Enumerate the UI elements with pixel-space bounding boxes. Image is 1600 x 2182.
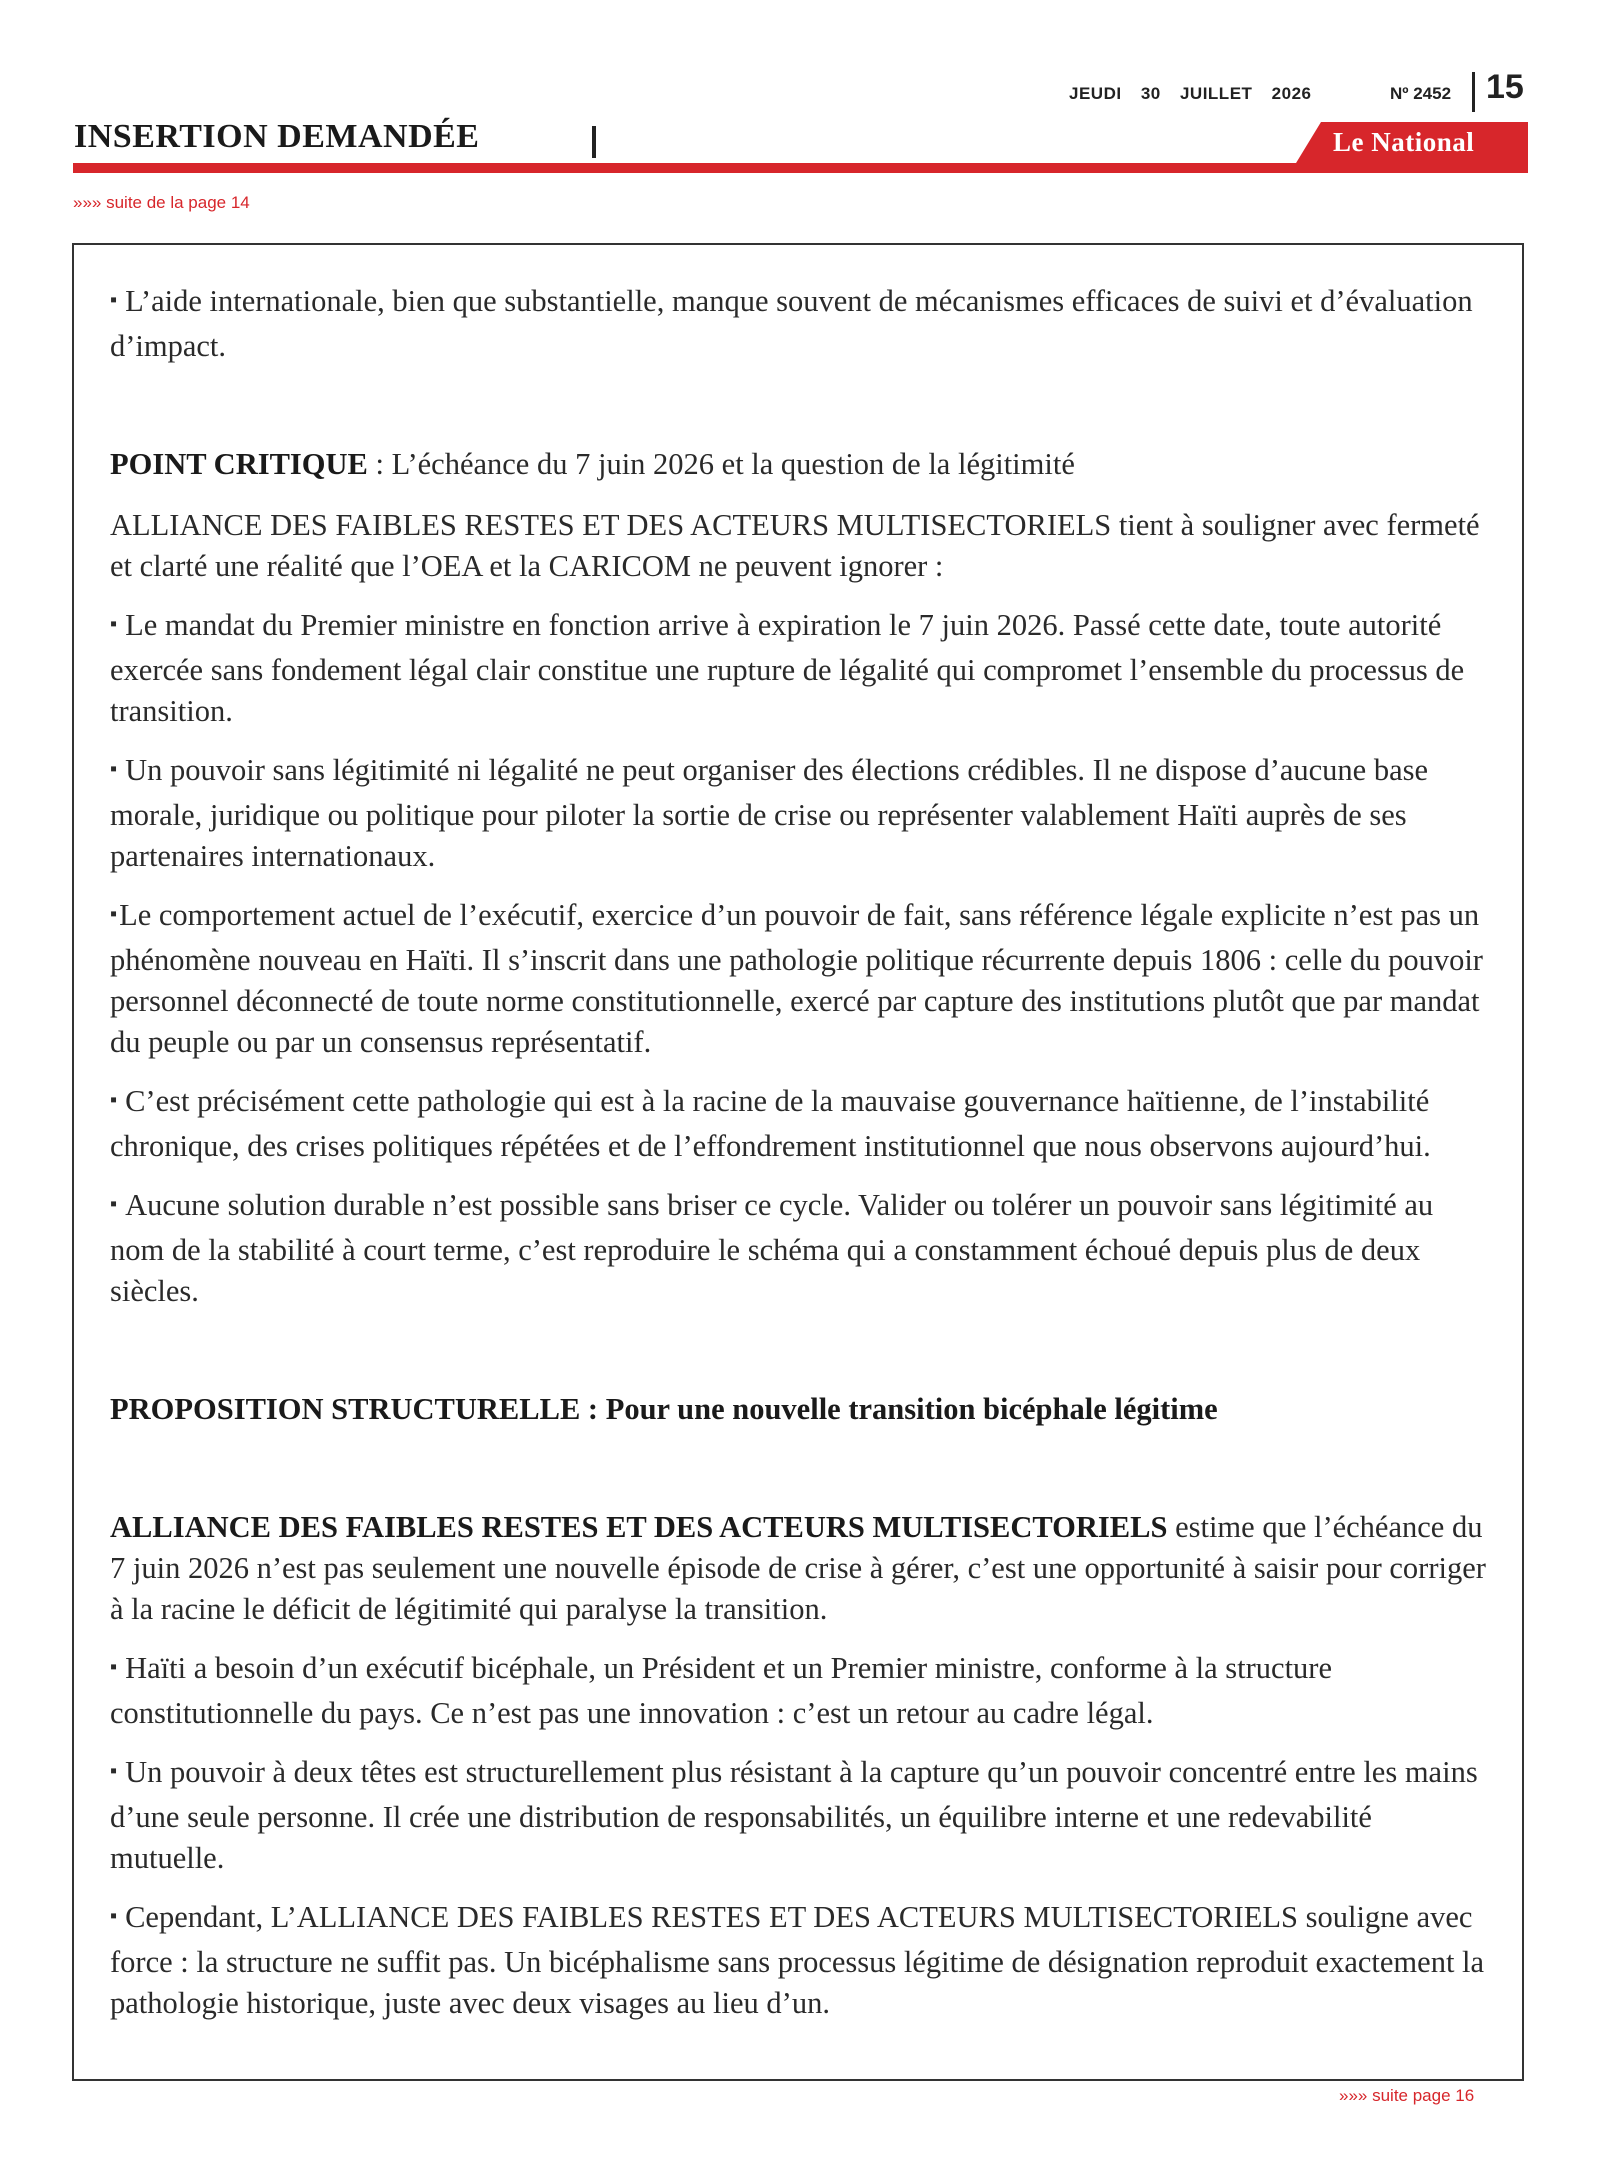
bullet-text: C’est précisément cette pathologie qui est à la racine de la mauvaise gouvernance haïtienne, de l’instabilité chronique, des crises politiques répétées et de l’effondrement institutionnel que nous observons aujourd’hui. <box>110 1084 1431 1163</box>
article-box <box>72 243 1524 2081</box>
paragraph-text: L’aide internationale, bien que substantielle, manque souvent de mécanismes efficaces de suivi et d’évaluation d’impact. <box>110 284 1473 363</box>
paragraph-aid <box>110 281 1490 367</box>
date-number: 30 <box>1140 84 1161 103</box>
bullet-icon: ▪ <box>110 903 118 925</box>
proposal-heading-text: PROPOSITION STRUCTURELLE : Pour une nouvelle transition bicéphale légitime <box>110 1392 1218 1426</box>
bullet-icon: ▪ <box>110 1193 118 1215</box>
issue-number: Nº 2452 <box>1390 84 1452 103</box>
continued-to-link[interactable]: »»» suite page 16 <box>1339 2086 1475 2105</box>
bullet-item <box>110 1752 1490 1879</box>
bullet-text: Le comportement actuel de l’exécutif, exercice d’un pouvoir de fait, sans référence légale explicite n’est pas un phénomène nouveau en Haïti. Il s’inscrit dans une pathologie politique récurrente depuis 1806 : celle du pouvoir personnel déconnecté de toute norme constitutionnelle, exercé par capture des institutions plutôt que par mandat du peuple ou par un consensus représentatif. <box>110 898 1483 1059</box>
bullet-icon: ▪ <box>110 1656 118 1678</box>
alliance-name: ALLIANCE DES FAIBLES RESTES ET DES ACTEURS MULTISECTORIELS <box>110 1510 1168 1544</box>
article-body <box>110 281 1490 2024</box>
section-title: INSERTION DEMANDÉE <box>74 118 480 155</box>
paragraph-alliance-estimate <box>110 1507 1490 1630</box>
newspaper-brand: Le National <box>1333 127 1475 157</box>
bullet-icon: ▪ <box>110 1089 118 1111</box>
bullet-icon: ▪ <box>110 289 118 311</box>
bullet-item <box>110 750 1490 877</box>
paragraph-text: estime que l’échéance du 7 juin 2026 n’est pas seulement une nouvelle épisode de crise à gérer, c’est une opportunité à saisir pour corriger à la racine le déficit de légitimité qui paralyse la transition. <box>110 1510 1486 1626</box>
bullet-icon: ▪ <box>110 1905 118 1927</box>
bullet-text: Le mandat du Premier ministre en fonction arrive à expiration le 7 juin 2026. Passé cette date, toute autorité exercée sans fondement légal clair constitue une rupture de légalité qui compromet l’ensemble du processus de transition. <box>110 608 1465 728</box>
header-red-rule <box>73 163 1528 173</box>
bullet-item <box>110 1648 1490 1734</box>
date-year: 2026 <box>1271 84 1312 103</box>
bullet-text: Aucune solution durable n’est possible sans briser ce cycle. Valider ou tolérer un pouvoir sans légitimité au nom de la stabilité à court terme, c’est reproduire le schéma qui a constamment échoué depuis plus de deux siècles. <box>110 1188 1434 1308</box>
bullet-item <box>110 605 1490 732</box>
critical-point-text: : L’échéance du 7 juin 2026 et la question de la légitimité <box>367 447 1075 481</box>
page-number: 15 <box>1486 68 1524 106</box>
bullet-icon: ▪ <box>110 758 118 780</box>
date-month: JUILLET <box>1179 84 1253 103</box>
date-day: JEUDI <box>1069 84 1122 103</box>
critical-point-label: POINT CRITIQUE <box>110 447 368 481</box>
bullet-item <box>110 1081 1490 1167</box>
continued-from-link[interactable]: »»» suite de la page 14 <box>73 193 250 212</box>
bullet-text: Un pouvoir sans légitimité ni légalité ne peut organiser des élections crédibles. Il ne dispose d’aucune base morale, juridique ou politique pour piloter la sortie de crise ou représenter valablement Haïti auprès de ses partenaires internationaux. <box>110 753 1429 873</box>
bullet-item <box>110 1185 1490 1312</box>
bullet-text: Haïti a besoin d’un exécutif bicéphale, un Président et un Premier ministre, conforme à la structure constitutionnelle du pays. Ce n’est pas une innovation : c’est un retour au cadre légal. <box>110 1651 1332 1730</box>
critical-point-heading <box>110 444 1490 485</box>
bullet-item <box>110 1897 1490 2024</box>
paragraph-alliance-intro: ALLIANCE DES FAIBLES RESTES ET DES ACTEURS MULTISECTORIELS tient à souligner avec fermeté et clarté une réalité que l’OEA et la CARICOM ne peuvent ignorer : <box>110 508 1480 583</box>
proposal-heading <box>110 1389 1490 1430</box>
bullet-icon: ▪ <box>110 613 118 635</box>
bullet-text: Cependant, L’ALLIANCE DES FAIBLES RESTES ET DES ACTEURS MULTISECTORIELS souligne avec force : la structure ne suffit pas. Un bicéphalisme sans processus légitime de désignation reproduit exactement la pathologie historique, juste avec deux visages au lieu d’un. <box>110 1900 1485 2020</box>
bullet-text: Un pouvoir à deux têtes est structurellement plus résistant à la capture qu’un pouvoir concentré entre les mains d’une seule personne. Il crée une distribution de responsabilités, un équilibre interne et une redevabilité mutuelle. <box>110 1755 1478 1875</box>
issue-date <box>1069 84 1311 104</box>
title-separator <box>592 126 596 158</box>
bullet-icon: ▪ <box>110 1760 118 1782</box>
bullet-item <box>110 895 1490 1063</box>
header-divider <box>1472 72 1475 112</box>
